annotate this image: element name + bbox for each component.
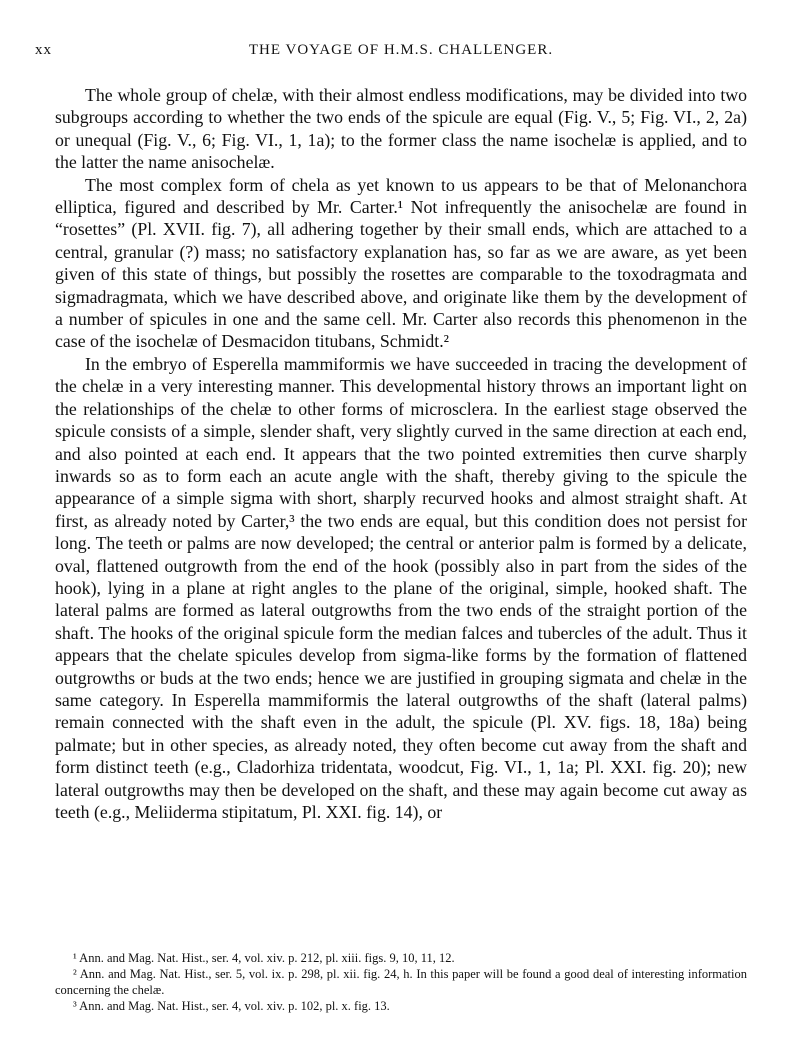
paragraph-1: The whole group of chelæ, with their almost endless modifications, may be divided into two subgroups according to whether the two ends of the spicule are equal (Fig. V., 5; Fig. VI., 2, 2a) or unequal (Fig. V., 6; Fig. VI., 1, 1a); to the former class the name isochelæ is applied, and to the latter the name anisochelæ. [55,85,747,173]
page-header [35,42,747,64]
paragraph-3: In the embryo of Esperella mammiformis we have succeeded in tracing the development of the chelæ in a very interesting manner. This developmental history throws an important light on the relationships of the chelæ to other forms of microsclera. In the earliest stage observed the spicule consists of a simple, slender shaft, very slightly curved in the same direction at each end, and also pointed at each end. It appears that the two pointed extremities then curve sharply inwards so as to form each an acute angle with the shaft, thereby giving to the spicule the appearance of a simple sigma with short, sharply recurved hooks and almost straight shaft. At first, as already noted by Carter,³ the two ends are equal, but this condition does not persist for long. The teeth or palms are now developed; the central or anterior palm is formed by a delicate, oval, flattened outgrowth from the end of the hook (possibly also in part from the sides of the hook), lying in a plane at right angles to the plane of the original, simple, hooked shaft. The lateral palms are formed as lateral outgrowths from the two ends of the straight portion of the shaft. The hooks of the original spicule form the median falces and tubercles of the adult. Thus it appears that the chelate spicules develop from sigma-like forms by the formation of flattened outgrowths or buds at the two ends; hence we are justified in grouping sigmata and chelæ in the same category. In Esperella mammiformis the lateral outgrowths of the shaft (lateral palms) remain connected with the shaft even in the adult, the spicule (Pl. XV. figs. 18, 18a) being palmate; but in other species, as already noted, they often become cut away from the shaft and form distinct teeth (e.g., Cladorhiza tridentata, woodcut, Fig. VI., 1, 1a; Pl. XXI. fig. 20); new lateral outgrowths may then be developed on the shaft, and these may again become cut away as teeth (e.g., Meliiderma stipitatum, Pl. XXI. fig. 14), or [55,353,747,822]
page-number: xx [35,42,52,58]
footnote-2: ² Ann. and Mag. Nat. Hist., ser. 5, vol. ix. p. 298, pl. xii. fig. 24, h. In this paper will be found a good deal of interesting information concerning the chelæ. [55,967,747,997]
footnote-3: ³ Ann. and Mag. Nat. Hist., ser. 4, vol. xiv. p. 102, pl. x. fig. 13. [73,999,390,1013]
body-text [55,84,747,823]
running-head: THE VOYAGE OF H.M.S. CHALLENGER. [248,42,554,58]
paragraph-2: The most complex form of chela as yet known to us appears to be that of Melonanchora elliptica, figured and described by Mr. Carter.¹ Not infrequently the anisochelæ are found in “rosettes” (Pl. XVII. fig. 7), all adhering together by their small ends, which are attached to a central, granular (?) mass; no satisfactory explanation has, so far as we are aware, as yet been given of this state of things, but possibly the rosettes are comparable to the toxodragmata and sigmadragmata, which we have described above, and originate like them by the development of a number of spicules in one and the same cell. Mr. Carter also records this phenomenon in the case of the isochelæ of Desmacidon titubans, Schmidt.² [55,174,747,352]
footnotes [55,950,747,1014]
footnote-1: ¹ Ann. and Mag. Nat. Hist., ser. 4, vol. xiv. p. 212, pl. xiii. figs. 9, 10, 11, 12. [73,951,455,965]
